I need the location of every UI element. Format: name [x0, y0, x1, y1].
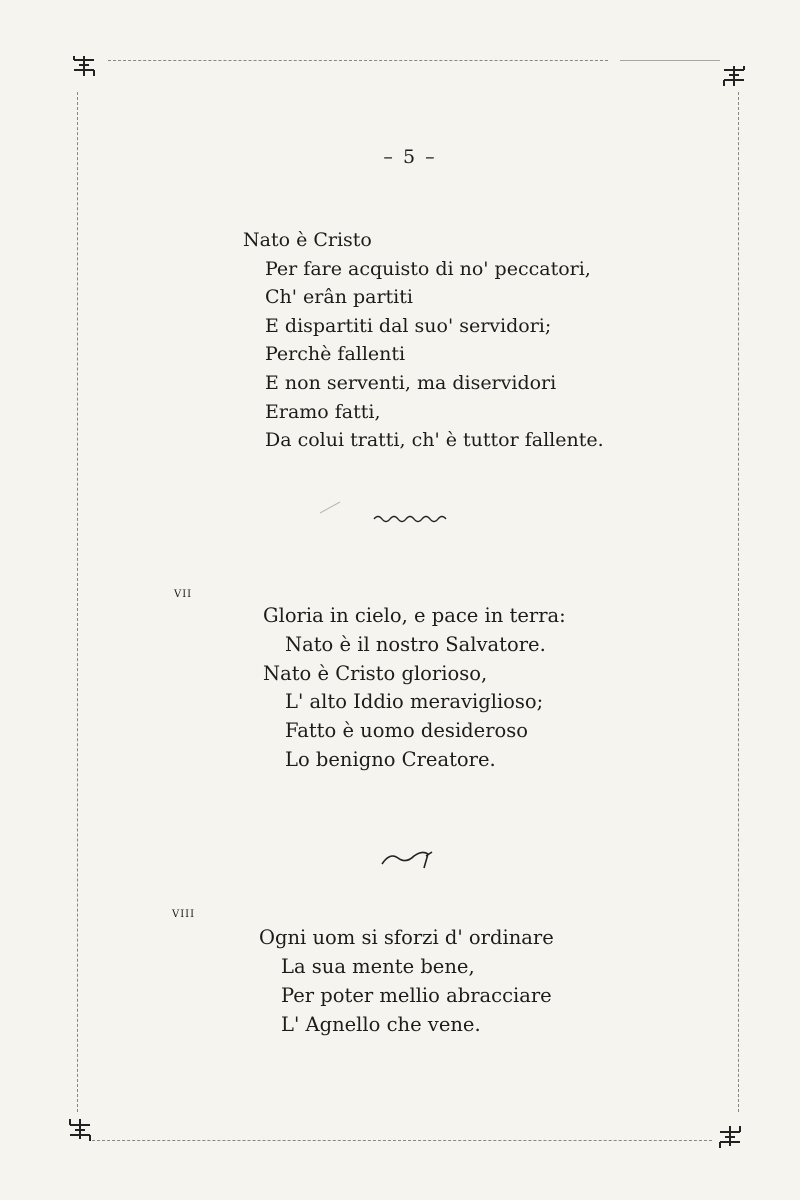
verse-line: Gloria in cielo, e pace in terra:: [263, 604, 566, 627]
verse-line: Per fare acquisto di no' peccatori,: [265, 257, 591, 280]
stanza-c: [259, 923, 554, 1039]
verse-line: Per poter mellio abracciare: [281, 984, 552, 1007]
verse-line: E dispartiti dal suo' servidori;: [265, 314, 552, 337]
verse-line: Ogni uom si sforzi d' ordinare: [259, 926, 554, 949]
corner-ornament-bottom-right-icon: [716, 1122, 744, 1150]
verse-line: L' alto Iddio meraviglioso;: [285, 690, 544, 714]
verse-line: L' Agnello che vene.: [281, 1013, 481, 1036]
verse-line: Da colui tratti, ch' è tuttor fallente.: [265, 429, 604, 452]
page-number: – 5 –: [383, 146, 437, 168]
stanza-numeral: VII: [174, 589, 193, 600]
stanza-numeral: VIII: [172, 909, 196, 920]
frame-bottom-rule: [92, 1140, 712, 1141]
verse-line: Ch' erân partiti: [265, 286, 413, 309]
verse-line: Nato è il nostro Salvatore.: [285, 632, 546, 656]
frame-right-rule: [738, 92, 739, 1112]
stanza-a: [243, 226, 604, 455]
verse-line: Nato è Cristo glorioso,: [263, 661, 488, 685]
wave-divider-icon: [372, 512, 452, 526]
verse-line: Perchè fallenti: [265, 343, 406, 366]
corner-ornament-top-right-icon: [720, 62, 748, 90]
corner-ornament-top-left-icon: [70, 52, 98, 80]
verse-line: La sua mente bene,: [281, 955, 475, 978]
frame-top-rule-right: [620, 60, 720, 61]
verse-line: Lo benigno Creatore.: [285, 747, 496, 771]
verse-line: Eramo fatti,: [265, 400, 381, 423]
corner-ornament-bottom-left-icon: [66, 1115, 94, 1143]
frame-left-rule: [77, 92, 78, 1112]
flourish-divider-icon: [380, 848, 434, 870]
verse-line: Fatto è uomo desideroso: [285, 719, 529, 743]
verse-line: Nato è Cristo: [243, 229, 372, 251]
paper-mark: [318, 500, 342, 514]
verse-line: E non serventi, ma diservidori: [265, 371, 557, 394]
stanza-b: [263, 602, 566, 775]
frame-top-rule: [108, 60, 608, 61]
